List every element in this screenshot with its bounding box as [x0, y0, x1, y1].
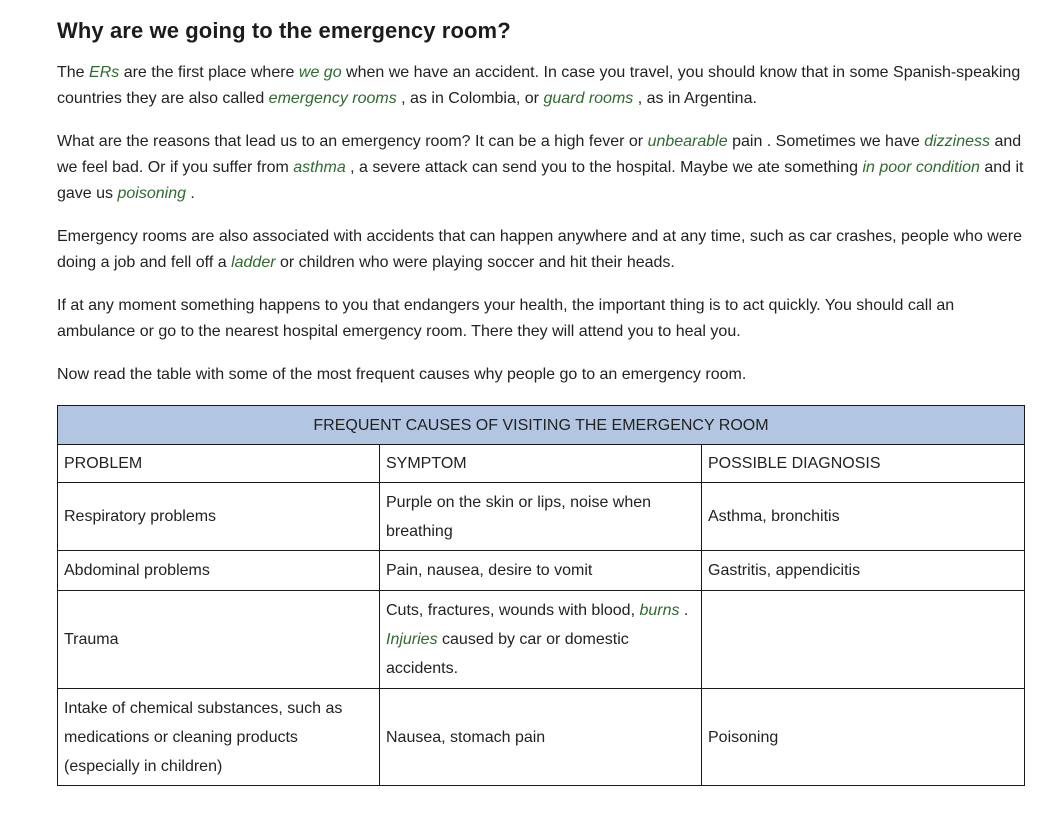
cell-symptom: [380, 591, 702, 689]
causes-table: [57, 405, 1025, 786]
text: , a severe attack can send you to the hospital. Maybe we ate something: [345, 159, 863, 176]
vocab-link-guard-rooms[interactable]: guard rooms: [543, 90, 634, 107]
page-title: Why are we going to the emergency room?: [57, 18, 511, 43]
vocab-link-asthma[interactable]: asthma: [293, 159, 346, 176]
text: when we have an accident. In case you travel, you should know that in some Spanish-speaking countries they are also called: [57, 64, 1021, 107]
table-caption: FREQUENT CAUSES OF VISITING THE EMERGENCY ROOM: [58, 406, 1025, 445]
text: Cuts, fractures, wounds with blood,: [386, 602, 640, 619]
vocab-link-ers[interactable]: ERs: [89, 64, 120, 81]
vocab-link-we-go[interactable]: we go: [298, 64, 342, 81]
column-header-problem: PROBLEM: [58, 445, 380, 483]
cell-problem: Intake of chemical substances, such as medications or cleaning products (especially in children): [58, 689, 380, 786]
cell-problem: Trauma: [58, 591, 380, 689]
cell-diagnosis: Asthma, bronchitis: [702, 483, 1025, 551]
text: are the first place where: [119, 64, 299, 81]
table-header-row: [58, 445, 1025, 483]
cell-symptom: Pain, nausea, desire to vomit: [380, 551, 702, 591]
text: , as in Argentina.: [633, 90, 757, 107]
vocab-link-injuries[interactable]: Injuries: [386, 631, 438, 648]
column-header-diagnosis: POSSIBLE DIAGNOSIS: [702, 445, 1025, 483]
cell-problem: Abdominal problems: [58, 551, 380, 591]
vocab-link-unbearable[interactable]: unbearable: [647, 133, 728, 150]
table-row: [58, 551, 1025, 591]
text: , as in Colombia, or: [396, 90, 544, 107]
vocab-link-poisoning[interactable]: poisoning: [117, 185, 186, 202]
cell-diagnosis: Gastritis, appendicitis: [702, 551, 1025, 591]
cell-diagnosis: Poisoning: [702, 689, 1025, 786]
text: What are the reasons that lead us to an emergency room? It can be a high fever or: [57, 133, 648, 150]
text: The: [57, 64, 90, 81]
column-header-symptom: SYMPTOM: [380, 445, 702, 483]
text: and we feel bad. Or if you suffer from: [57, 133, 1022, 176]
text: Emergency rooms are also associated with accidents that can happen anywhere and at any time, such as car crashes, people who were doing a job and fell off a: [57, 228, 1022, 271]
vocab-link-ladder[interactable]: ladder: [231, 254, 276, 271]
table-row: [58, 689, 1025, 786]
paragraph-2: [57, 129, 1027, 207]
text: and it gave us: [57, 159, 1024, 202]
vocab-link-dizziness[interactable]: dizziness: [924, 133, 990, 150]
vocab-link-emergency-rooms[interactable]: emergency rooms: [268, 90, 397, 107]
text: .: [185, 185, 195, 202]
table-row: [58, 483, 1025, 551]
text: .: [679, 602, 689, 619]
paragraph-3: [57, 224, 1027, 276]
paragraph-4: If at any moment something happens to you that endangers your health, the important thing is to act quickly. You should call an ambulance or go to the nearest hospital emergency room. There they will attend you to heal you.: [57, 297, 955, 340]
text: pain . Sometimes we have: [727, 133, 925, 150]
paragraph-5: Now read the table with some of the most frequent causes why people go to an emergency room.: [57, 366, 747, 383]
cell-symptom: Purple on the skin or lips, noise when breathing: [380, 483, 702, 551]
cell-problem: Respiratory problems: [58, 483, 380, 551]
cell-symptom: Nausea, stomach pain: [380, 689, 702, 786]
vocab-link-burns[interactable]: burns: [639, 602, 680, 619]
table-row: [58, 591, 1025, 689]
paragraph-1: [57, 60, 1027, 112]
cell-diagnosis: [702, 591, 1025, 689]
text: or children who were playing soccer and hit their heads.: [275, 254, 675, 271]
vocab-link-in-poor-condition[interactable]: in poor condition: [862, 159, 980, 176]
text: caused by car or domestic accidents.: [386, 631, 629, 677]
